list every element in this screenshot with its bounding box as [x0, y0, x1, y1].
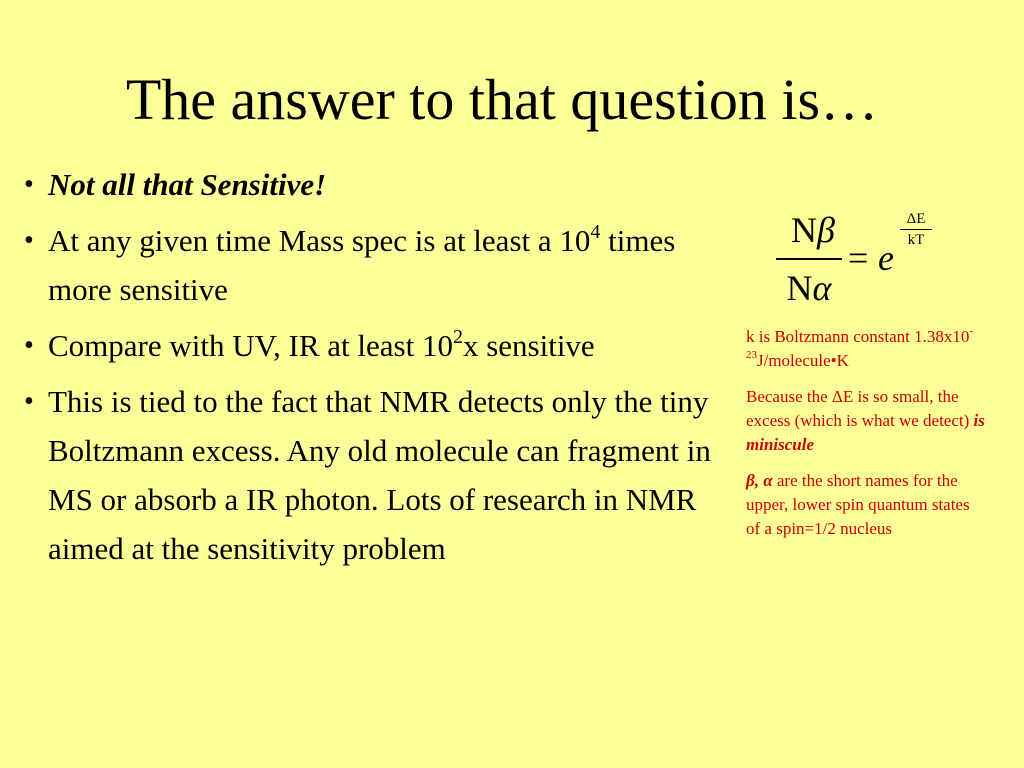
- note-boltzmann-constant: [746, 325, 986, 373]
- equation-numerator: [782, 208, 844, 252]
- denominator-n: N: [786, 268, 813, 308]
- bullet-list: [22, 160, 722, 580]
- bullet-not-sensitive: [22, 160, 722, 209]
- note-exponent: -23: [746, 325, 974, 362]
- exponent: 4: [590, 220, 601, 243]
- note-text-cont: J/molecule•K: [757, 351, 849, 370]
- exponent-denominator: kT: [907, 232, 925, 248]
- bullet-marker: •: [24, 386, 34, 417]
- bullet-text: At any given time Mass spec is at least a 10: [48, 223, 591, 258]
- exponent-numerator: ΔE: [906, 211, 926, 227]
- note-text-cont: are the short names for the upper, lower spin quantum states of a spin=1/2 nucleus: [746, 471, 970, 538]
- bullet-marker: •: [24, 225, 34, 256]
- note-emphasis: is miniscule: [746, 411, 985, 454]
- note-text: Because the ΔE is so small, the excess (which is what we detect): [746, 387, 974, 430]
- bullet-marker: •: [24, 169, 34, 200]
- numerator-beta: β: [817, 210, 835, 250]
- note-excess: [746, 385, 986, 457]
- slide-title: The answer to that question is…: [125, 67, 879, 132]
- bullet-uv-ir: [22, 321, 722, 370]
- exponent-fraction-bar: [900, 229, 932, 230]
- equation-denominator: [778, 266, 840, 310]
- bullet-text-cont: x sensitive: [462, 328, 595, 363]
- exponential-base: e: [878, 238, 894, 278]
- note-text: k is Boltzmann constant 1.38x10: [746, 327, 970, 346]
- boltzmann-equation: [772, 208, 952, 312]
- note-greek-symbols: β, α: [746, 471, 773, 490]
- bullet-text-cont: times more sensitive: [48, 223, 676, 307]
- bullet-mass-spec: [22, 216, 722, 314]
- bullet-boltzmann-excess: [22, 377, 722, 573]
- bullet-text: This is tied to the fact that NMR detects only the tiny Boltzmann excess. Any old molecule can fragment in MS or absorb a IR photon. Lots of research in NMR aimed at the sensitivity problem: [48, 384, 711, 566]
- fraction-bar: [776, 258, 842, 260]
- bullet-text: Not all that Sensitive!: [48, 167, 327, 202]
- denominator-alpha: α: [812, 268, 832, 308]
- numerator-n: N: [791, 210, 818, 250]
- side-notes: [746, 325, 986, 553]
- note-spin-states: [746, 469, 986, 541]
- equals-sign: =: [848, 238, 869, 278]
- exponent-fraction: [900, 210, 932, 248]
- bullet-text: Compare with UV, IR at least 10: [48, 328, 453, 363]
- exponent: 2: [452, 325, 463, 348]
- bullet-marker: •: [24, 330, 34, 361]
